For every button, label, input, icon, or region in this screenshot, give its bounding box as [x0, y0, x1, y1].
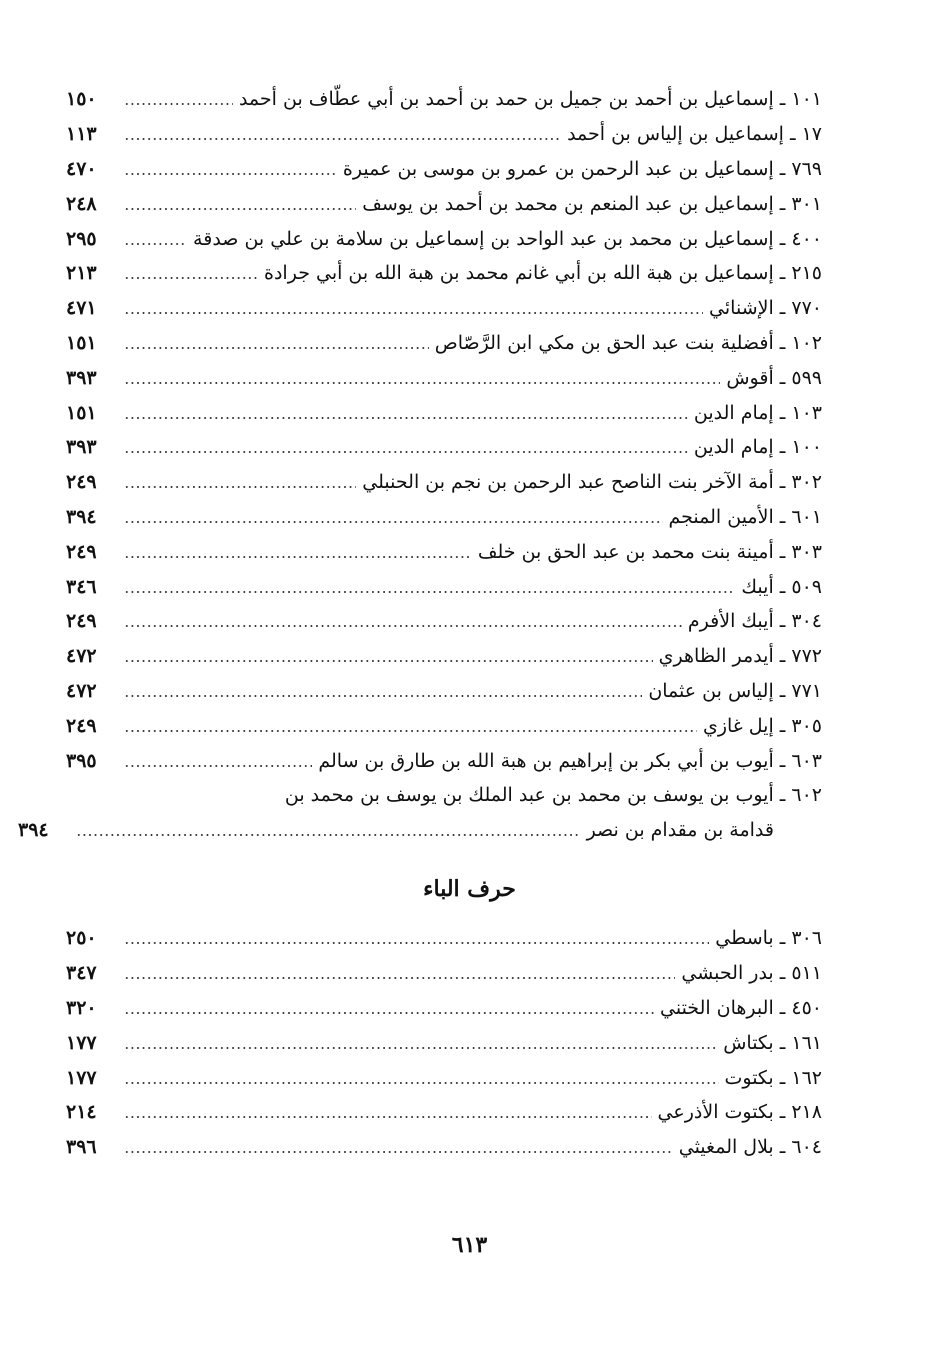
- index-entry: [66, 1025, 822, 1060]
- index-entry: [66, 465, 822, 500]
- entry-text: ٣٠٥ ـ إيل غازي: [697, 715, 822, 737]
- index-entry-multiline: [18, 778, 822, 848]
- entry-page: ٣٩٣: [66, 366, 97, 389]
- index-entry: [66, 743, 822, 778]
- dot-leader: [76, 834, 581, 836]
- entry-page: ٢٥٠: [66, 927, 97, 950]
- dot-leader: [124, 277, 258, 279]
- dot-leader: [124, 942, 709, 944]
- entry-page: ٣٩٤: [18, 819, 49, 842]
- dot-leader: [124, 208, 356, 210]
- entry-page: ٣٩٤: [66, 505, 97, 528]
- dot-leader: [124, 382, 720, 384]
- entry-text: ٣٠٤ ـ أيبك الأفرم: [682, 610, 822, 632]
- entry-page: ١١٣: [66, 123, 97, 146]
- index-entry: [66, 395, 822, 430]
- entry-text: ٥٩٩ ـ أقوش: [720, 367, 822, 389]
- dot-leader: [124, 1116, 652, 1118]
- index-entry: [66, 291, 822, 326]
- page-number: ٦١٣: [451, 1232, 488, 1258]
- dot-leader: [124, 486, 356, 488]
- entry-page: ٣٢٠: [66, 996, 97, 1019]
- dot-leader: [124, 521, 663, 523]
- dot-leader: [124, 1047, 717, 1049]
- dot-leader: [124, 243, 187, 245]
- dot-leader: [124, 417, 688, 419]
- entry-text: ٧٧٠ ـ الإشنائي: [703, 297, 822, 319]
- entry-page: ٤٧٠: [66, 157, 97, 180]
- entry-page: ٣٤٦: [66, 575, 97, 598]
- entry-text: ٧٦٩ ـ إسماعيل بن عبد الرحمن بن عمرو بن موسى بن عميرة: [337, 158, 822, 180]
- index-entry: [66, 674, 822, 709]
- dot-leader: [124, 765, 312, 767]
- index-entry: [66, 956, 822, 991]
- entry-page: ١٥١: [66, 331, 97, 354]
- index-entry: [66, 430, 822, 465]
- index-entry: [66, 221, 822, 256]
- index-entry: [66, 186, 822, 221]
- entry-text: ٥١١ ـ بدر الحبشي: [675, 962, 822, 984]
- dot-leader: [124, 138, 561, 140]
- index-entry: [66, 82, 822, 117]
- dot-leader: [124, 660, 653, 662]
- entry-page: ١٧٧: [66, 1031, 97, 1054]
- entry-text: ١٠٣ ـ إمام الدين: [688, 402, 822, 424]
- index-entry: [66, 360, 822, 395]
- dot-leader: [124, 556, 472, 558]
- dot-leader: [124, 103, 233, 105]
- entry-text: ٣٠١ ـ إسماعيل بن عبد المنعم بن محمد بن أحمد بن يوسف: [356, 193, 822, 215]
- dot-leader: [124, 173, 337, 175]
- dot-leader: [124, 312, 703, 314]
- entry-page: ٤٧٢: [66, 679, 97, 702]
- index-entry: [66, 1060, 822, 1095]
- entry-text: ٧٧١ ـ إلياس بن عثمان: [642, 680, 822, 702]
- entry-text: ٢١٥ ـ إسماعيل بن هبة الله بن أبي غانم محمد بن هبة الله بن أبي جرادة: [258, 262, 822, 284]
- entry-text: ٣٠٦ ـ باسطي: [709, 927, 822, 949]
- entry-text: ٧٧٢ ـ أيدمر الظاهري: [653, 645, 822, 667]
- index-entry: [66, 117, 822, 152]
- entry-page: ٣٩٥: [66, 749, 97, 772]
- entry-text: ٣٠٢ ـ أمة الآخر بنت الناصح عبد الرحمن بن نجم بن الحنبلي: [356, 471, 822, 493]
- index-entry: [66, 534, 822, 569]
- entry-text: ٦٠٣ ـ أيوب بن أبي بكر بن إبراهيم بن هبة الله بن طارق بن سالم: [312, 750, 822, 772]
- entry-text: ١٠٠ ـ إمام الدين: [688, 436, 822, 458]
- entry-page: ٣٩٣: [66, 436, 97, 459]
- dot-leader: [124, 591, 735, 593]
- entry-text: ٥٠٩ ـ أيبك: [735, 576, 822, 598]
- entry-text: ١٦١ ـ بكتاش: [717, 1032, 822, 1054]
- index-entry: [66, 604, 822, 639]
- index-entry: [66, 569, 822, 604]
- entry-text: ٦٠١ ـ الأمين المنجم: [663, 506, 823, 528]
- entry-page: ٤٧٢: [66, 645, 97, 668]
- dot-leader: [124, 695, 642, 697]
- index-entry: [66, 639, 822, 674]
- entry-text: ١٠١ ـ إسماعيل بن أحمد بن جميل بن حمد بن أحمد بن أبي عطّاف بن أحمد: [233, 88, 822, 110]
- index-entry: [66, 256, 822, 291]
- entry-page: ٢٤٩: [66, 471, 97, 494]
- entry-page: ٢١٤: [66, 1101, 97, 1124]
- entry-text: ٦٠٤ ـ بلال المغيثي: [673, 1136, 822, 1158]
- entry-page: ٢٩٥: [66, 227, 97, 250]
- entry-text: ٣٠٣ ـ أمينة بنت محمد بن عبد الحق بن خلف: [472, 541, 822, 563]
- entry-page: ٣٩٦: [66, 1136, 97, 1159]
- dot-leader: [124, 730, 697, 732]
- section-heading: حرف الباء: [423, 876, 516, 902]
- entry-page: ١٥١: [66, 401, 97, 424]
- entry-page: ٢٤٩: [66, 610, 97, 633]
- entry-text: ٢١٨ ـ بكتوت الأذرعي: [652, 1101, 822, 1123]
- entry-text: ١٦٢ ـ بكتوت: [719, 1067, 823, 1089]
- index-entry: [66, 152, 822, 187]
- dot-leader: [124, 1082, 719, 1084]
- index-entry: [66, 991, 822, 1026]
- entry-page: ٣٤٧: [66, 962, 97, 985]
- entry-page: ٢١٣: [66, 262, 97, 285]
- dot-leader: [124, 625, 682, 627]
- entry-page: ٢٤٨: [66, 192, 97, 215]
- entry-page: ٤٧١: [66, 297, 97, 320]
- entry-page: ٢٤٩: [66, 714, 97, 737]
- entry-text: ١٠٢ ـ أفضلية بنت عبد الحق بن مكي ابن الرَّصّاص: [429, 332, 822, 354]
- entry-text-line1: ٦٠٢ ـ أيوب بن يوسف بن محمد بن عبد الملك بن يوسف بن محمد بن: [279, 784, 822, 806]
- index-list-alif: [18, 82, 822, 848]
- index-entry: [66, 921, 822, 956]
- entry-text-line2: قدامة بن مقدام بن نصر: [581, 819, 774, 841]
- entry-text: ٤٠٠ ـ إسماعيل بن محمد بن عبد الواحد بن إسماعيل بن سلامة بن علي بن صدقة: [187, 228, 822, 250]
- index-entry: [66, 1095, 822, 1130]
- entry-page: ٢٤٩: [66, 540, 97, 563]
- dot-leader: [124, 451, 688, 453]
- index-entry: [66, 708, 822, 743]
- dot-leader: [124, 977, 675, 979]
- entry-page: ١٧٧: [66, 1066, 97, 1089]
- dot-leader: [124, 347, 429, 349]
- index-entry: [66, 326, 822, 361]
- dot-leader: [124, 1151, 673, 1153]
- entry-page: ١٥٠: [66, 88, 97, 111]
- index-entry: [66, 500, 822, 535]
- dot-leader: [124, 1012, 654, 1014]
- entry-text: ٤٥٠ ـ البرهان الختني: [654, 997, 822, 1019]
- index-entry: [66, 1130, 822, 1165]
- index-list-ba: [66, 921, 822, 1165]
- entry-text: ١٧ ـ إسماعيل بن إلياس بن أحمد: [561, 123, 822, 145]
